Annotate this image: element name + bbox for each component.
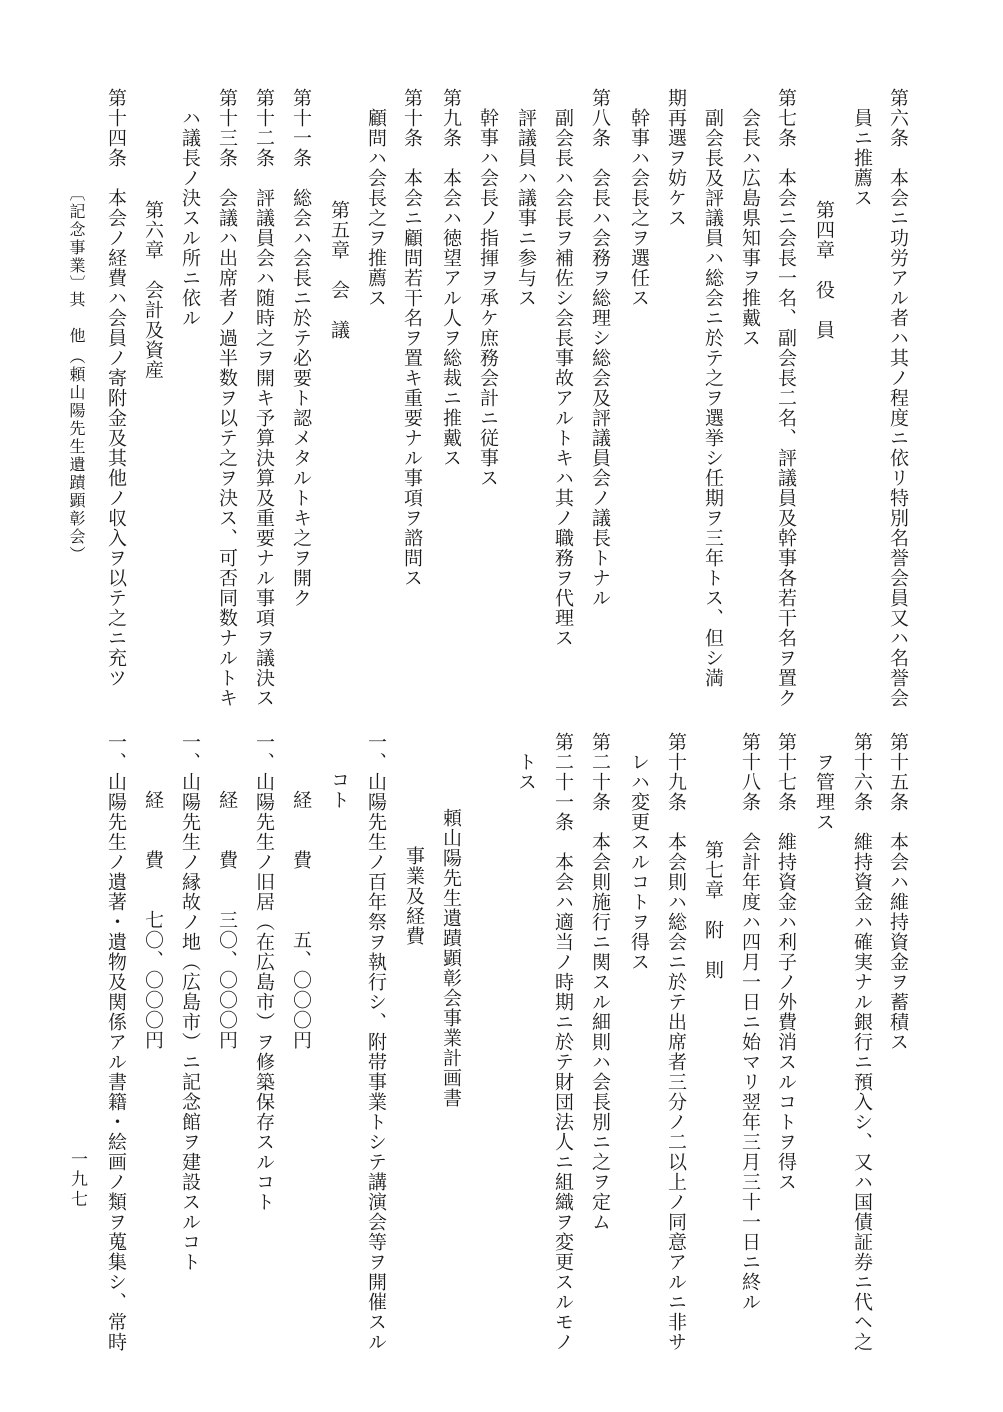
article-19-line-1: 第十九条 本会則ハ総会ニ於テ出席者三分ノ二以上ノ同意アルニ非サ xyxy=(665,732,687,1352)
article-6-line-2: 員ニ推薦ス xyxy=(851,108,873,208)
article-13-line-2: ハ議長ノ決スル所ニ依ル xyxy=(179,108,201,328)
footer-label: 〔記念事業〕 xyxy=(67,185,86,293)
article-8-line-2: 副会長ハ会長ヲ補佐シ会長事故アルトキハ其ノ職務ヲ代理ス xyxy=(552,108,574,648)
page-number: 一九七 xyxy=(67,1150,87,1210)
article-21-line-2: トス xyxy=(515,752,537,792)
chapter-4-heading: 第四章 役 員 xyxy=(813,200,835,340)
article-8-line-1: 第八条 会長ハ会務ヲ総理シ総会及評議員会ノ議長トナル xyxy=(589,88,611,608)
plan-item-3: 一、山陽先生ノ縁故ノ地（広島市）ニ記念館ヲ建設スルコト xyxy=(179,732,201,1272)
plan-item-3-cost: 経 費 七〇、〇〇〇円 xyxy=(142,790,164,1050)
article-15: 第十五条 本会ハ維持資金ヲ蓄積ス xyxy=(887,732,909,1052)
article-10-line-2: 顧問ハ会長之ヲ推薦ス xyxy=(365,108,387,308)
article-7-line-5: 幹事ハ会長之ヲ選任ス xyxy=(628,108,650,308)
article-8-line-4: 幹事ハ会長ノ指揮ヲ承ケ庶務会計ニ従事ス xyxy=(477,108,499,488)
plan-item-4: 一、山陽先生ノ遺著・遺物及関係アル書籍・絵画ノ類ヲ蒐集シ、常時 xyxy=(105,732,127,1352)
article-19-line-2: レハ変更スルコトヲ得ス xyxy=(628,752,650,972)
chapter-5-heading: 第五章 会 議 xyxy=(328,200,350,340)
article-7-line-2: 会長ハ広島県知事ヲ推戴ス xyxy=(739,108,761,348)
article-14: 第十四条 本会ノ経費ハ会員ノ寄附金及其他ノ収入ヲ以テ之ニ充ツ xyxy=(105,88,127,688)
article-21-line-1: 第二十一条 本会ハ適当ノ時期ニ於テ財団法人ニ組織ヲ変更スルモノ xyxy=(552,732,574,1352)
chapter-6-heading: 第六章 会計及資産 xyxy=(142,200,164,380)
article-20: 第二十条 本会則施行ニ関スル細則ハ会長別ニ之ヲ定ム xyxy=(589,732,611,1232)
article-8-line-3: 評議員ハ議事ニ参与ス xyxy=(515,108,537,308)
plan-item-1-cost: 経 費 五、〇〇〇円 xyxy=(290,790,312,1050)
plan-item-1-line-1: 一、山陽先生ノ百年祭ヲ執行シ、附帯事業トシテ講演会等ヲ開催スル xyxy=(365,732,387,1352)
article-6-line-1: 第六条 本会ニ功労アル者ハ其ノ程度ニ依リ特別名誉会員又ハ名誉会 xyxy=(887,88,909,708)
plan-item-1-line-2: コト xyxy=(328,770,350,810)
article-10-line-1: 第十条 本会ニ顧問若干名ヲ置キ重要ナル事項ヲ諮問ス xyxy=(401,88,423,588)
article-17: 第十七条 維持資金ハ利子ノ外費消スルコトヲ得ス xyxy=(775,732,797,1192)
article-7-line-4: 期再選ヲ妨ケス xyxy=(665,88,687,228)
article-18: 第十八条 会計年度ハ四月一日ニ始マリ翌年三月三十一日ニ終ル xyxy=(739,732,761,1312)
article-9: 第九条 本会ハ徳望アル人ヲ総裁ニ推戴ス xyxy=(440,88,462,468)
footer-other: 其 他 xyxy=(67,291,86,345)
plan-title: 頼山陽先生遺蹟顕彰会事業計画書 xyxy=(440,808,462,1108)
footer-organization: （頼山陽先生遺蹟顕彰会） xyxy=(67,348,86,564)
article-11: 第十一条 総会ハ会長ニ於テ必要ト認メタルトキ之ヲ開ク xyxy=(290,88,312,608)
article-13-line-1: 第十三条 会議ハ出席者ノ過半数ヲ以テ之ヲ決ス、可否同数ナルトキ xyxy=(216,88,238,708)
plan-subtitle: 事業及経費 xyxy=(403,846,425,946)
chapter-7-heading: 第七章 附 則 xyxy=(702,840,724,980)
article-12: 第十二条 評議員会ハ随時之ヲ開キ予算決算及重要ナル事項ヲ議決ス xyxy=(253,88,275,708)
article-7-line-1: 第七条 本会ニ会長一名、副会長二名、評議員及幹事各若干名ヲ置ク xyxy=(775,88,797,708)
article-16-line-2: ヲ管理ス xyxy=(813,752,835,832)
article-7-line-3: 副会長及評議員ハ総会ニ於テ之ヲ選挙シ任期ヲ三年トス、但シ満 xyxy=(702,108,724,688)
plan-item-2-cost: 経 費 三〇、〇〇〇円 xyxy=(216,790,238,1050)
plan-item-2: 一、山陽先生ノ旧居（在広島市）ヲ修築保存スルコト xyxy=(253,732,275,1212)
article-16-line-1: 第十六条 維持資金ハ確実ナル銀行ニ預入シ、又ハ国債証券ニ代ヘ之 xyxy=(851,732,873,1352)
